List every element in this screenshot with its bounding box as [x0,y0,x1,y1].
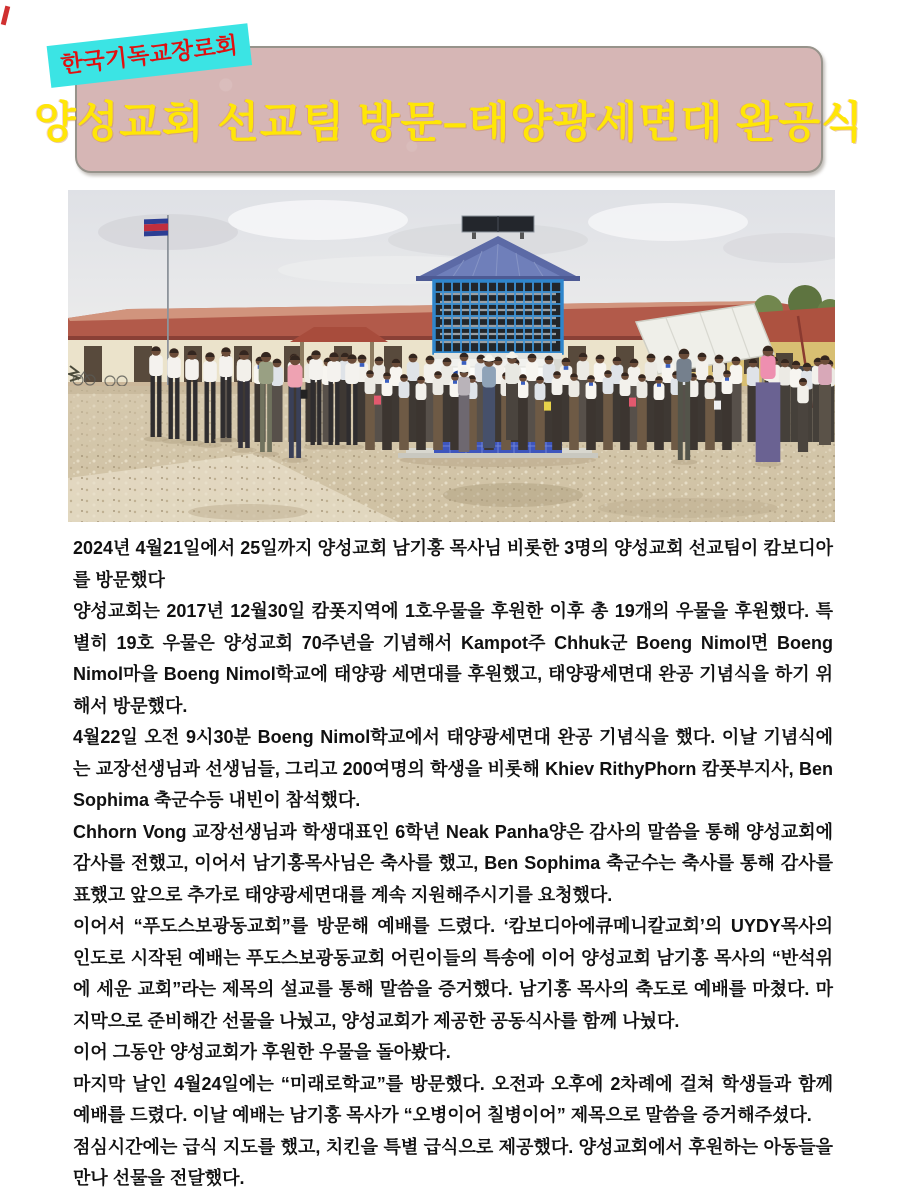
article-paragraph: Chhorn Vong 교장선생님과 학생대표인 6학년 Neak Panha양은 감사의 말씀을 통해 양성교회에 감사를 전했고, 이어서 남기홍목사님은 축사를 했고, Ben Sophima 축군수는 축사를 통해 감사를 표했고 앞으로 추가로 태양광세면대를 계속 지원해주시기를 요청했다. [73,821,833,905]
ceremony-photo [68,190,835,522]
article-paragraph: 이어서 “푸도스보광동교회”를 방문해 예배를 드렸다. ‘캄보디아에큐메니칼교회’의 UYDY목사의 인도로 시작된 예배는 푸도스보광동교회 어린이들의 특송에 이어 양성교회 남기홍 목사의 “반석위에 세운 교회”라는 제목의 설교를 통해 말씀을 증거했다. 남기홍 목사의 축도로 예배를 마쳤다. 마지막으로 준비해간 선물을 나눴고, 양성교회가 제공한 공동식사를 함께 나눴다. [73,916,833,1031]
corner-mark [1,6,10,26]
denomination-badge-label: 한국기독교장로회 [59,31,239,78]
article-paragraph: 점심시간에는 급식 지도를 했고, 치킨을 특별 급식으로 제공했다. 양성교회에서 후원하는 아동들을 만나 선물을 전달했다. [73,1136,833,1188]
article-paragraph: 4월22일 오전 9시30분 Boeng Nimol학교에서 태양광세면대 완공 기념식을 했다. 이날 기념식에는 교장선생님과 선생님들, 그리고 200여명의 학생을 비롯해 Khiev RithyPhorn 캄폿부지사, Ben Sophima 축군수등 내빈이 참석했다. [73,727,833,810]
article-paragraph: 양성교회는 2017년 12월30일 캄폿지역에 1호우물을 후원한 이후 총 19개의 우물을 후원했다. 특별히 19호 우물은 양성교회 70주년을 기념해서 Kampot주 Chhuk군 Boeng Nimol면 Boeng Nimol마을 Boeng Nimol학교에 태양광 세면대를 후원했고, 태양광세면대 완공 기념식을 하기 위해서 방문했다. [73,601,833,716]
page-title: 양성교회 선교팀 방문–태양광세면대 완공식 [34,99,864,147]
article-text [73,533,833,1195]
article-paragraph: 이어 그동안 양성교회가 후원한 우물을 돌아봤다. [73,1042,451,1062]
article-paragraph: 마지막 날인 4월24일에는 “미래로학교”를 방문했다. 오전과 오후에 2차례에 걸쳐 학생들과 함께 예배를 드렸다. 이날 예배는 남기홍 목사가 “오병이어 칠병이어” 제목으로 말씀을 증거해주셨다. [73,1073,833,1125]
article-paragraph: 2024년 4월21일에서 25일까지 양성교회 남기홍 목사님 비롯한 3명의 양성교회 선교팀이 캄보디아를 방문했다 [73,538,833,590]
